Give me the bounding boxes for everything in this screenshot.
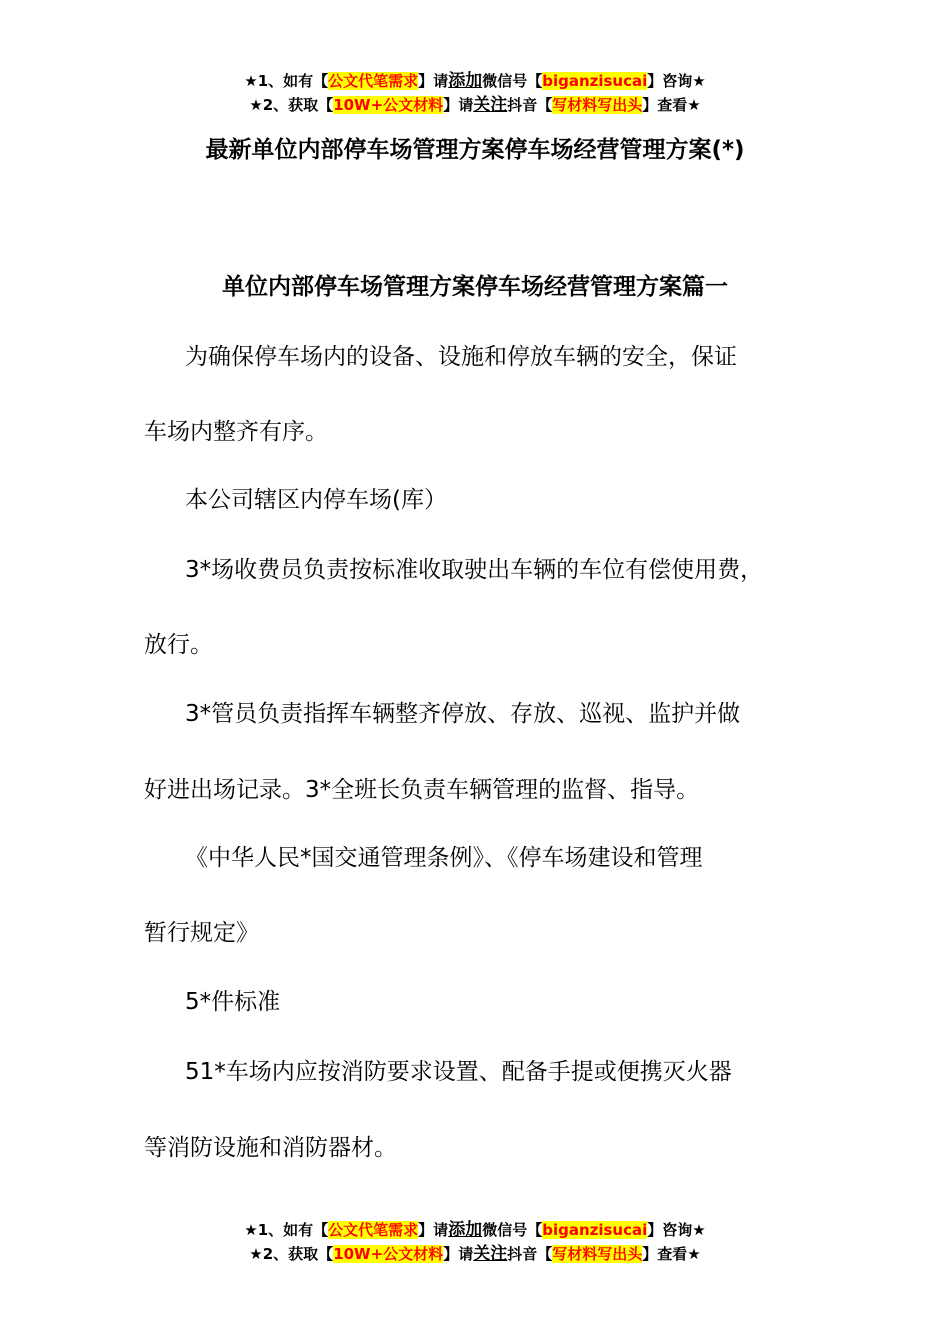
promo-footer [0,1218,950,1266]
promo-highlight-materials: 10W+公文材料 [333,96,444,114]
paragraph-line: 好进出场记录。3*全班长负责车辆管理的监督、指导。 [144,777,700,803]
paragraph-line: 3*管员负责指挥车辆整齐停放、存放、巡视、监护并做 [185,701,741,727]
promo-line-2 [0,93,950,117]
promo-text: 微信号【 [482,1221,543,1239]
promo-emphasis: 关注 [473,1244,508,1264]
paragraph-line: 51*车场内应按消防要求设置、配备手提或便携灭火器 [185,1059,732,1085]
promo-text: ★2、获取【 [249,96,334,114]
promo-text: ★2、获取【 [249,1245,334,1263]
promo-highlight-wechat: biganzisucai [542,1221,648,1239]
promo-text: 】请 [443,1245,474,1263]
promo-text: 】查看★ [642,96,701,114]
promo-text: ★1、如有【 [244,1221,329,1239]
promo-highlight-materials: 10W+公文材料 [333,1245,444,1263]
promo-line-1 [0,1218,950,1242]
paragraph-line: 放行。 [144,632,213,658]
paragraph-line: 《中华人民*国交通管理条例》、《停车场建设和管理 [185,845,703,871]
promo-text: 】咨询★ [647,72,706,90]
promo-highlight-service: 公文代笔需求 [328,72,419,90]
promo-text: 】咨询★ [647,1221,706,1239]
paragraph-line: 暂行规定》 [144,920,259,946]
promo-text: 】查看★ [642,1245,701,1263]
section-heading: 单位内部停车场管理方案停车场经营管理方案篇一 [222,274,728,300]
promo-header [0,69,950,117]
promo-highlight-service: 公文代笔需求 [328,1221,419,1239]
paragraph-line: 车场内整齐有序。 [144,419,328,445]
promo-emphasis: 添加 [448,1220,483,1240]
promo-highlight-douyin: 写材料写出头 [552,96,643,114]
promo-text: 】请 [418,1221,449,1239]
promo-text: 】请 [418,72,449,90]
promo-text: 抖音【 [507,1245,553,1263]
promo-highlight-douyin: 写材料写出头 [552,1245,643,1263]
promo-line-2 [0,1242,950,1266]
promo-text: 微信号【 [482,72,543,90]
paragraph-line: 本公司辖区内停车场(库） [185,487,447,513]
promo-line-1 [0,69,950,93]
promo-text: 抖音【 [507,96,553,114]
promo-text: 】请 [443,96,474,114]
paragraph-line: 5*件标准 [185,989,281,1015]
promo-emphasis: 关注 [473,95,508,115]
promo-text: ★1、如有【 [244,72,329,90]
paragraph-line: 为确保停车场内的设备、设施和停放车辆的安全，保证 [185,344,737,370]
promo-highlight-wechat: biganzisucai [542,72,648,90]
paragraph-line: 3*场收费员负责按标准收取驶出车辆的车位有偿使用费， [185,557,764,583]
promo-emphasis: 添加 [448,71,483,91]
document-title: 最新单位内部停车场管理方案停车场经营管理方案(*) [205,137,745,163]
paragraph-line: 等消防设施和消防器材。 [144,1135,397,1161]
